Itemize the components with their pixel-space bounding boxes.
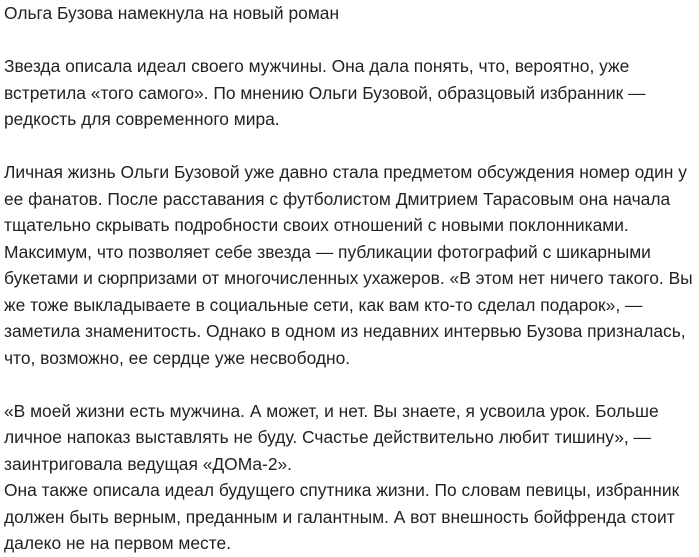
article-headline: Ольга Бузова намекнула на новый роман xyxy=(4,3,340,23)
article-paragraph-quote: «В моей жизни есть мужчина. А может, и нет. Вы знаете, я усвоила урок. Больше личное напоказ выставлять не буду. Счастье действительно любит тишину», — заинтриговала ведущая «ДОМа-2». xyxy=(4,400,659,474)
paragraph-gap xyxy=(4,371,694,398)
article-paragraph-closing: Она также описала идеал будущего спутника жизни. По словам певицы, избранник должен быть верным, преданным и галантным. А вот внешность бойфренда стоит далеко не на первом месте. xyxy=(4,480,680,553)
article-paragraph-lead: Звезда описала идеал своего мужчины. Она дала понять, что, вероятно, уже встретила «того самого». По мнению Ольги Бузовой, образцовый избранник — редкость для современного мира. xyxy=(4,56,646,129)
paragraph-gap xyxy=(4,27,694,54)
paragraph-gap xyxy=(4,133,694,160)
article-paragraph-body: Личная жизнь Ольги Бузовой уже давно стала предметом обсуждения номер один у ее фанатов. После расставания с футболистом Дмитрием Тарасовым она начала тщательно скрывать подробности своих отношений с новыми поклонниками. Максимум, что позволяет себе звезда — публикации фотографий с шикарными букетами и сюрпризами от многочисленных ухажеров. «В этом нет ничего такого. Вы же тоже выкладываете в социальные сети, как вам кто-то сделал подарок», — заметила знаменитость. Однако в одном из недавних интервью Бузова призналась, что, возможно, ее сердце уже несвободно. xyxy=(4,162,693,368)
